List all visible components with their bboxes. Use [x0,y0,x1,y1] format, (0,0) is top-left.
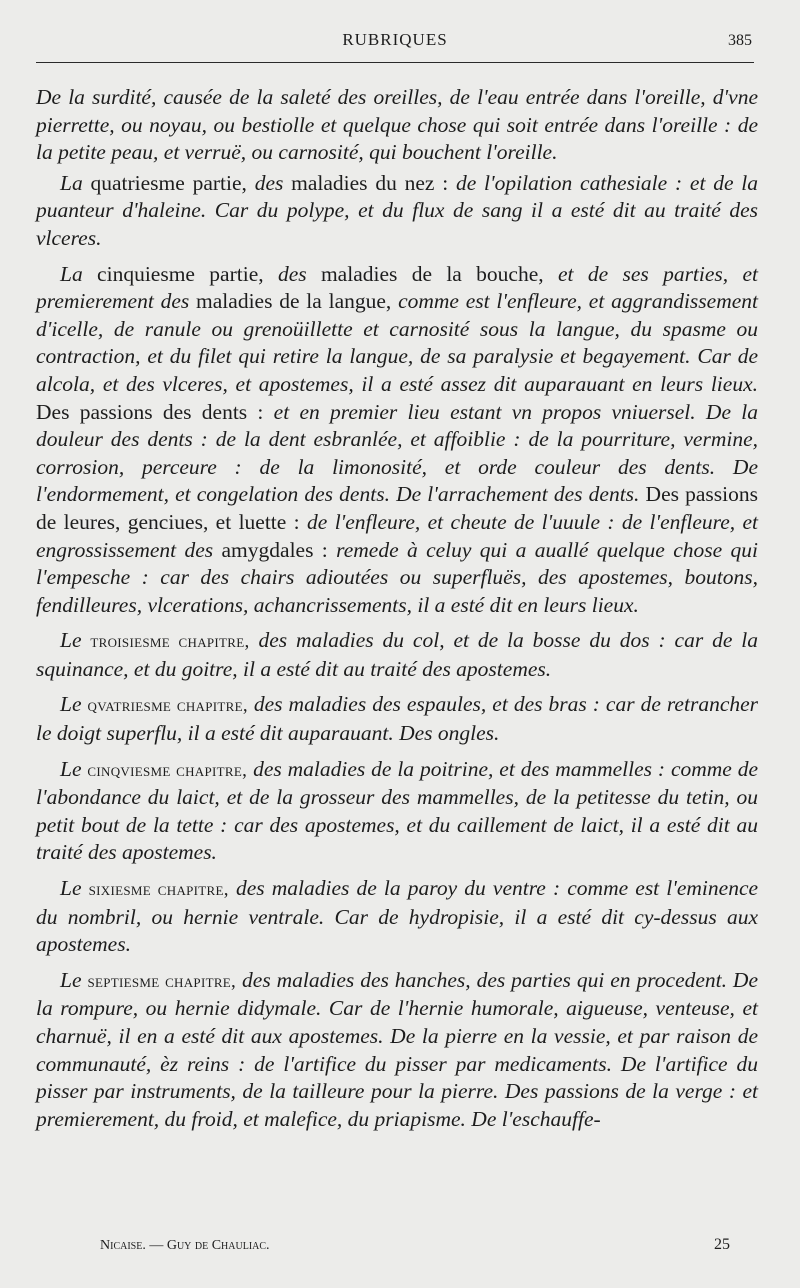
page-number: 385 [728,32,752,49]
paragraph-cinquiesme-partie: La cinquiesme partie, des maladies de la bouche, et de ses parties, et premierement des maladies de la langue, comme est l'enfleure, et aggrandissement d'icelle, de ranule ou grenoüillette et carnosité sous la langue, du spasme ou contraction, et du filet qui retire la langue, de sa paralysie et begayement. Car de alcola, et des vlceres, et apostemes, il a esté assez dit auparauant en leurs lieux. Des passions des dents : et en premier lieu estant vn propos vniuersel. De la douleur des dents : de la dent esbranlée, et affoiblie : de la pourriture, vermine, corrosion, perceure : de la limonosité, et orde couleur des dents. De l'endormement, et congelation des dents. De l'arrachement des dents. Des passions de leures, genciues, et luette : de l'enfleure, et cheute de l'uuule : de l'enfleure, et engrossissement des amygdales : remede à celuy qui a auallé quelque chose qui l'empesche : car des chairs adioutées ou superfluës, des apostemes, boutons, fendilleures, vlcerations, achancrissements, il a esté dit en leurs lieux. [36,261,759,617]
running-title: RUBRIQUES [342,30,448,49]
running-header [36,28,754,56]
header-rule [36,62,754,63]
page-body [36,84,758,1133]
page-footer [100,1236,730,1260]
paragraph-troisiesme-chapitre: Le troisiesme chapitre, des maladies du col, et de la bosse du dos : car de la squinance, et du goitre, il a esté dit au traité des apostemes. [36,628,759,681]
paragraph-quatriesme-chapitre: Le qvatriesme chapitre, des maladies des espaules, et des bras : car de retrancher le doigt superflu, il a esté dit auparauant. Des ongles. [36,692,759,746]
signature-mark: 25 [714,1236,730,1253]
footer-author: Nicaise. — Guy de Chauliac. [100,1238,270,1253]
paragraph-surdite: De la surdité, causée de la saleté des oreilles, de l'eau entrée dans l'oreille, d'vne pierrette, ou noyau, ou bestiolle et quelque chose qui soit entrée dans l'oreille : de la petite peau, et verruë, ou carnosité, qui bouchent l'oreille. [36,85,758,165]
paragraph-sixiesme-chapitre: Le sixiesme chapitre, des maladies de la paroy du ventre : comme est l'eminence du nombril, ou hernie ventrale. Car de hydropisie, il a esté dit cy-dessus aux apostemes. [36,876,759,957]
paragraph-septiesme-chapitre: Le septiesme chapitre, des maladies des hanches, des parties qui en procedent. De la rompure, ou hernie didymale. Car de l'hernie humorale, aigueuse, venteuse, et charnuë, il en a esté dit aux apostemes. De la pierre en la vessie, et par raison de communauté, èz reins : de l'artifice du pisser par medicaments. De l'artifice du pisser par instruments, de la tailleure pour la pierre. Des passions de la verge : et premierement, du froid, et malefice, du priapisme. De l'eschauffe- [36,967,759,1131]
paragraph-cinquiesme-chapitre: Le cinqviesme chapitre, des maladies de la poitrine, et des mammelles : comme de l'abondance du laict, et de la grosseur des mammelles, de la petitesse du tetin, ou petit bout de la tette : car des apostemes, et du caillement de laict, il a esté dit au traité des apostemes. [36,756,759,865]
paragraph-quatriesme-partie: La quatriesme partie, des maladies du nez : de l'opilation cathesiale : et de la puanteur d'haleine. Car du polype, et du flux de sang il a esté dit au traité des vlceres. [36,170,758,250]
